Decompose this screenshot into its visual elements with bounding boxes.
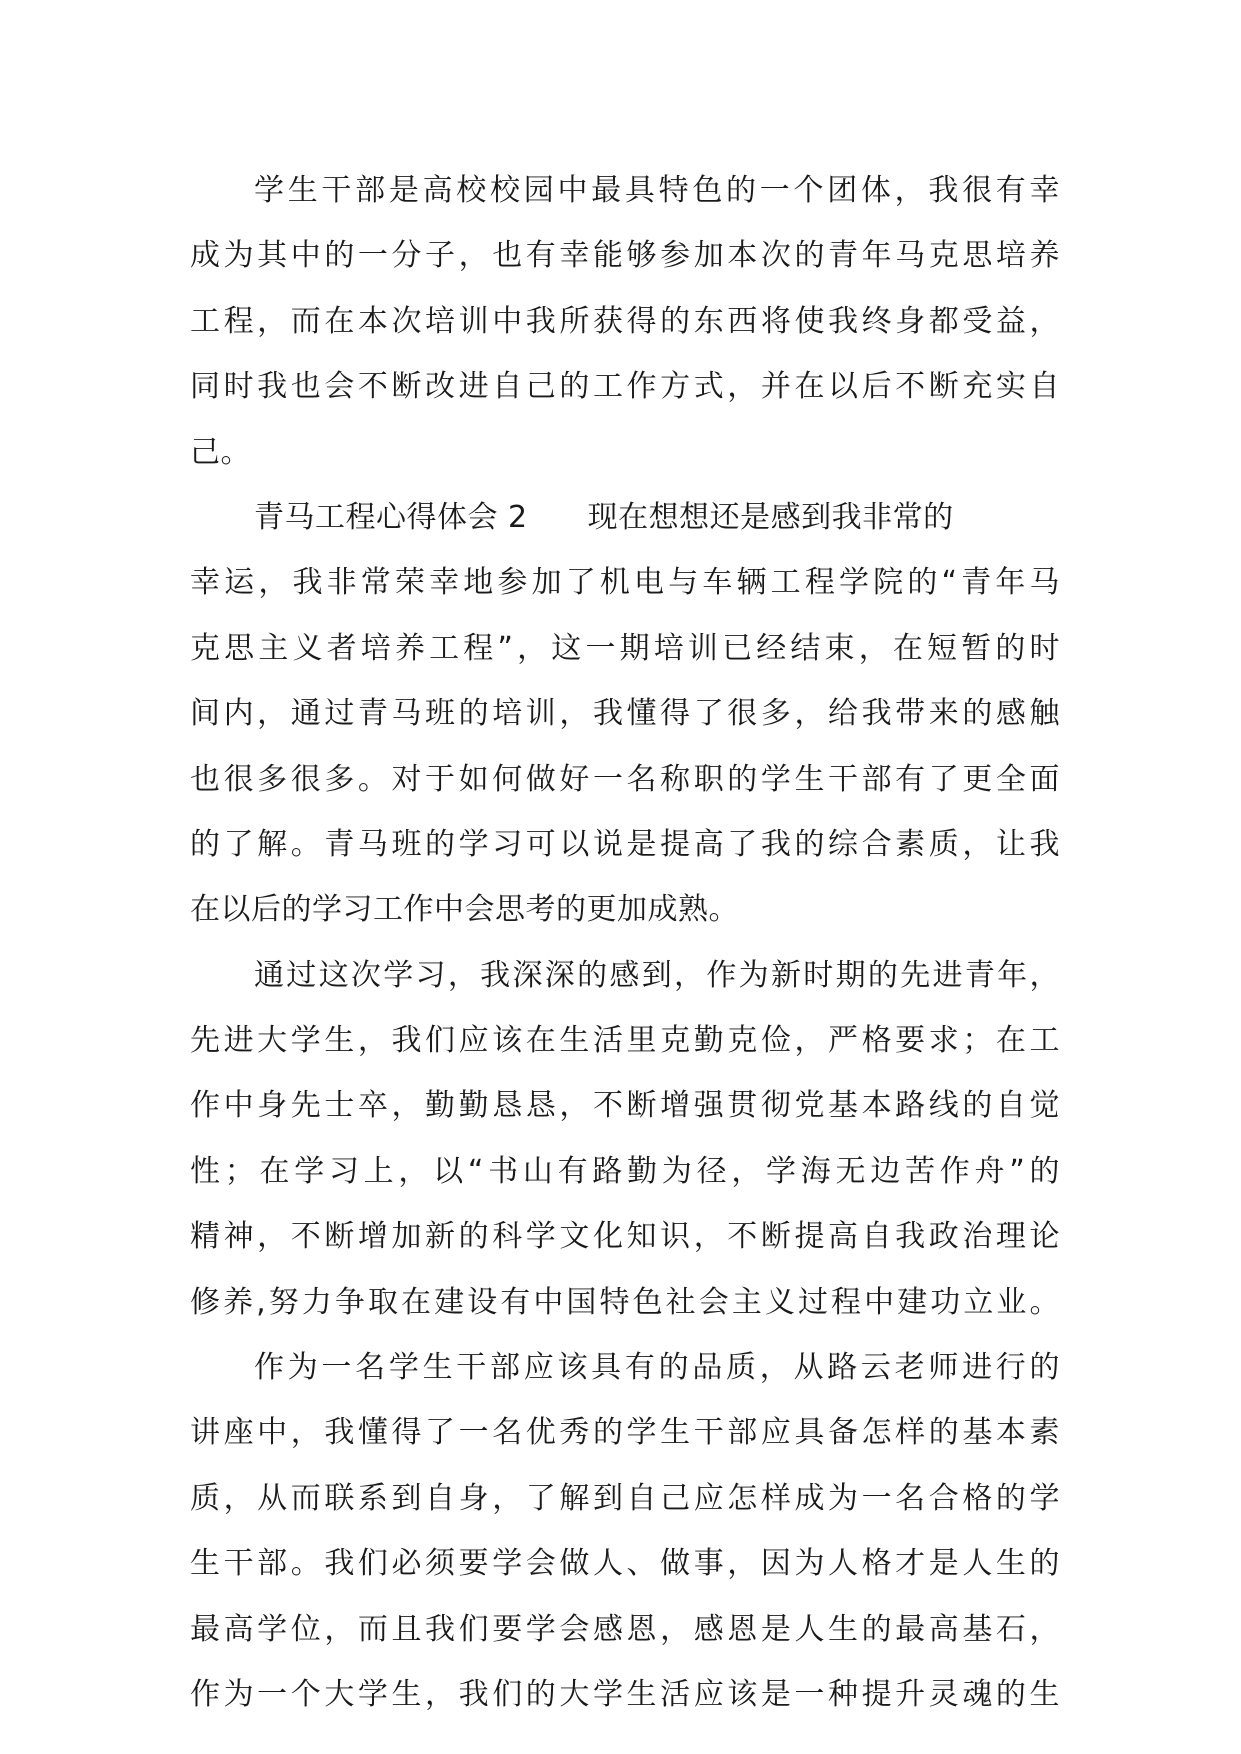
paragraph-line: 的了解。青马班的学习可以说是提高了我的综合素质，让我 (190, 826, 1060, 862)
paragraph-line: 讲座中，我懂得了一名优秀的学生干部应具备怎样的基本素 (190, 1415, 1060, 1451)
paragraph-text: 现在想想还是感到我非常的 (587, 499, 954, 535)
paragraph-line: 工程，而在本次培训中我所获得的东西将使我终身都受益， (190, 303, 1060, 339)
paragraph-line: 性；在学习上，以“书山有路勤为径，学海无边苦作舟”的 (190, 1153, 1060, 1189)
paragraph-line: 生干部。我们必须要学会做人、做事，因为人格才是人生的 (190, 1546, 1060, 1582)
paragraph-line: 也很多很多。对于如何做好一名称职的学生干部有了更全面 (190, 761, 1060, 797)
paragraph-line: 通过这次学习，我深深的感到，作为新时期的先进青年， (254, 957, 1060, 993)
paragraph-line: 在以后的学习工作中会思考的更加成熟。 (190, 892, 739, 928)
paragraph-line: 作为一个大学生，我们的大学生活应该是一种提升灵魂的生 (190, 1676, 1060, 1712)
paragraph-line: 最高学位，而且我们要学会感恩，感恩是人生的最高基石， (190, 1611, 1060, 1647)
paragraph-line: 学生干部是高校校园中最具特色的一个团体，我很有幸 (254, 173, 1060, 208)
section-heading: 青马工程心得体会 2 (254, 499, 528, 535)
paragraph-line: 质，从而联系到自身，了解到自己应怎样成为一名合格的学 (190, 1480, 1060, 1516)
paragraph-line: 精神，不断增加新的科学文化知识，不断提高自我政治理论 (190, 1219, 1060, 1255)
section-heading-line (190, 485, 1060, 550)
paragraph-line: 作为一名学生干部应该具有的品质，从路云老师进行的 (254, 1350, 1060, 1386)
paragraph-line: 克思主义者培养工程”，这一期培训已经结束，在短暂的时 (190, 630, 1060, 666)
paragraph-line: 作中身先士卒，勤勤恳恳，不断增强贯彻党基本路线的自觉 (190, 1088, 1060, 1124)
paragraph-line: 先进大学生，我们应该在生活里克勤克俭，严格要求；在工 (190, 1023, 1060, 1059)
paragraph-line: 同时我也会不断改进自己的工作方式，并在以后不断充实自 (190, 369, 1060, 405)
paragraph-line: 幸运，我非常荣幸地参加了机电与车辆工程学院的“青年马 (190, 565, 1060, 601)
paragraph-line: 修养,努力争取在建设有中国特色社会主义过程中建功立业。 (190, 1284, 1060, 1320)
document-body (190, 158, 1060, 1727)
paragraph-line: 成为其中的一分子，也有幸能够参加本次的青年马克思培养 (190, 238, 1060, 274)
paragraph-line: 己。 (190, 434, 251, 470)
paragraph-line: 间内，通过青马班的培训，我懂得了很多，给我带来的感触 (190, 696, 1060, 732)
